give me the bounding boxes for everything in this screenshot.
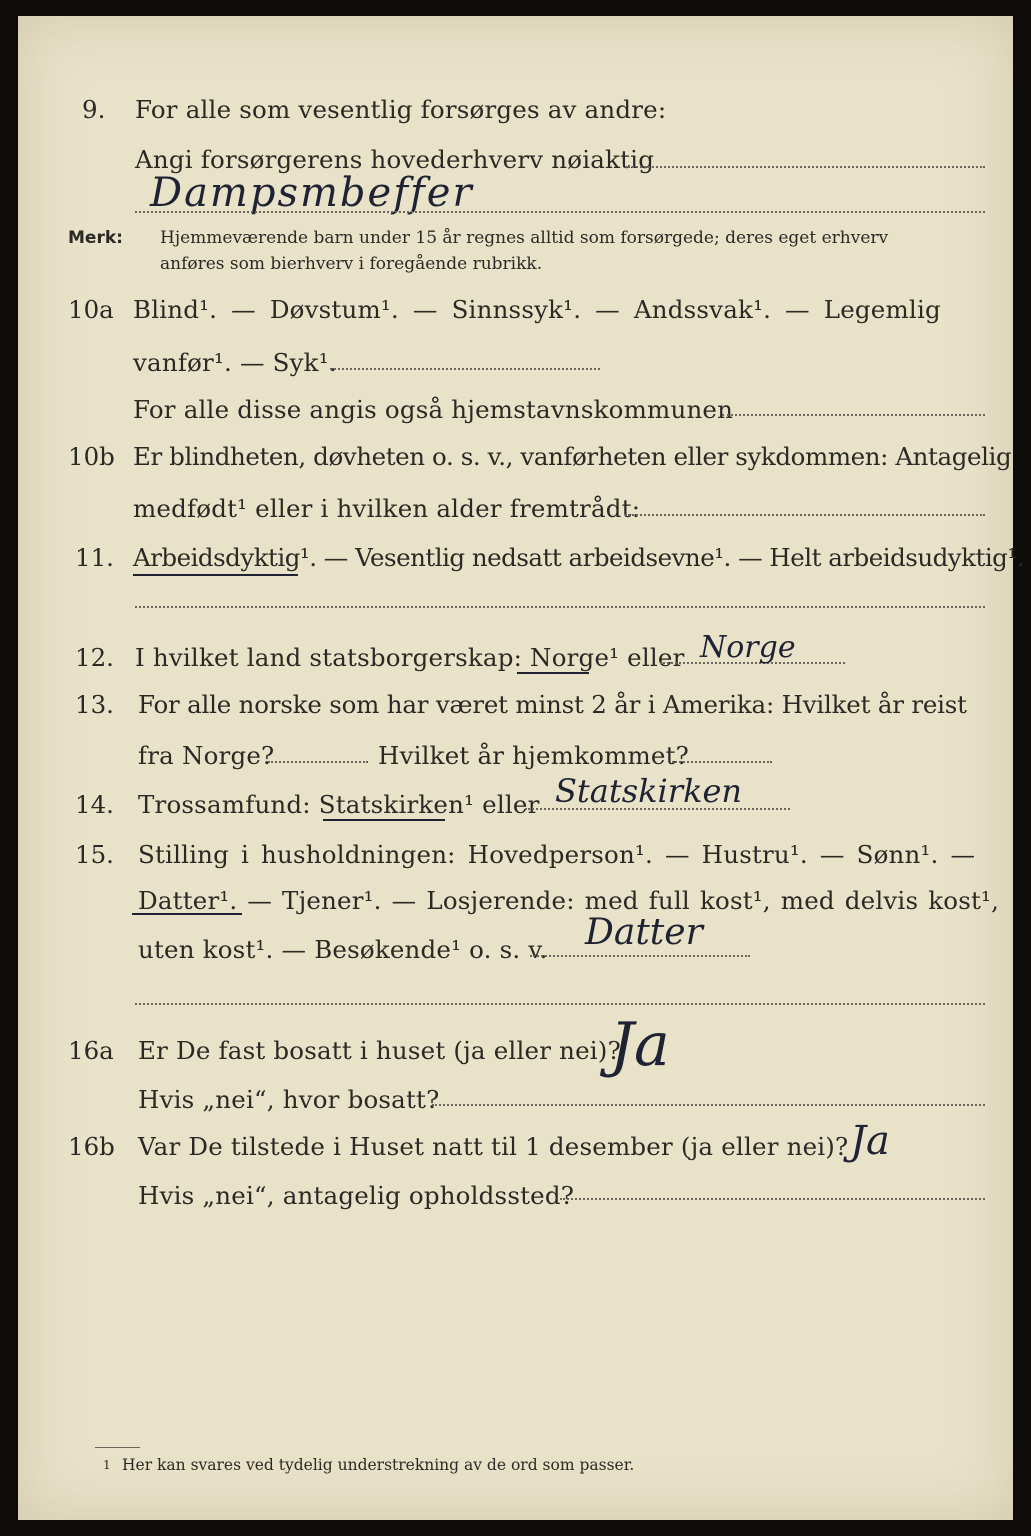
q15-household-position-3: uten kost¹. — Besøkende¹ o. s. v. (138, 935, 548, 964)
q10b-number: 10b (68, 442, 115, 471)
q10b-question: Er blindheten, døvheten o. s. v., vanførheten eller sykdommen: Antagelig (133, 442, 1012, 471)
q16b-likely-location: Hvis „nei“, antagelig opholdssted? (138, 1181, 575, 1210)
q14-number: 14. (75, 790, 114, 819)
q10a-answer-line (330, 368, 600, 370)
q12-citizenship: I hvilket land statsborgerskap: Norge¹ eller (135, 643, 685, 672)
q9-provider-occupation-label: Angi forsørgerens hovederhverv nøiaktig (135, 145, 655, 174)
q12-number: 12. (75, 643, 114, 672)
q10a-home-municipality: For alle disse angis også hjemstavnskommunen (133, 395, 734, 424)
q16b-handwritten-answer: Ja (850, 1118, 890, 1164)
q15-number: 15. (75, 840, 114, 869)
q14-handwritten-answer: Statskirken (555, 772, 742, 810)
q15-household-position-2: Datter¹. — Tjener¹. — Losjerende: med full kost¹, med delvis kost¹, (138, 886, 1000, 915)
q10b-answer-line (625, 514, 985, 516)
q9-handwritten-answer: Dampsmbeffer (150, 170, 474, 216)
q10a-conditions: Blind¹. — Døvstum¹. — Sinnssyk¹. — Andssvak¹. — Legemlig (133, 295, 941, 324)
merk-note-line1: Hjemmeværende barn under 15 år regnes alltid som forsørgede; deres eget erhverv (160, 228, 889, 248)
q16b-present-question: Var De tilstede i Huset natt til 1 desember (ja eller nei)? (138, 1132, 849, 1161)
q13-returned: Hvilket år hjemkommet? (378, 741, 690, 770)
q14-religion: Trossamfund: Statskirken¹ eller (138, 790, 540, 819)
q11-handwritten-underline (133, 574, 298, 576)
footnote-mark: 1 (103, 1458, 111, 1472)
footnote-rule (95, 1447, 140, 1448)
q15-answer-line-2 (135, 1003, 985, 1005)
q13-number: 13. (75, 690, 114, 719)
q13-returned-year-line (672, 761, 772, 763)
q10a-conditions-2: vanfør¹. — Syk¹. (133, 348, 337, 377)
q14-handwritten-underline (323, 819, 445, 821)
q16a-where-resident: Hvis „nei“, hvor bosatt? (138, 1085, 440, 1114)
q9-answer-line-2 (135, 211, 985, 213)
merk-note-line2: anføres som bierhverv i foregående rubrikk. (160, 254, 543, 274)
q12-handwritten-answer: Norge (700, 630, 796, 665)
q16b-number: 16b (68, 1132, 115, 1161)
q11-answer-line (135, 606, 985, 608)
q13-left-year-line (268, 761, 368, 763)
q15-household-position: Stilling i husholdningen: Hovedperson¹. — Hustru¹. — Sønn¹. — (138, 840, 976, 869)
q16b-answer-line (560, 1198, 985, 1200)
q9-answer-line (625, 166, 985, 168)
q15-handwritten-underline (132, 913, 242, 915)
q12-handwritten-underline (517, 672, 589, 674)
q16a-handwritten-answer: Ja (610, 1010, 670, 1080)
q13-left-norway: fra Norge? (138, 741, 275, 770)
q10a-municipality-line (722, 414, 985, 416)
merk-label: Merk: (68, 228, 123, 248)
q16a-answer-line (432, 1104, 985, 1106)
q15-handwritten-answer: Datter (585, 912, 703, 953)
footnote-text: Her kan svares ved tydelig understrekning av de ord som passer. (122, 1456, 635, 1474)
q11-number: 11. (75, 543, 114, 572)
q10b-question-2: medfødt¹ eller i hvilken alder fremtrådt: (133, 494, 641, 523)
q13-question: For alle norske som har været minst 2 år i Amerika: Hvilket år reist (138, 690, 967, 719)
q11-work-ability: Arbeidsdyktig¹. — Vesentlig nedsatt arbeidsevne¹. — Helt arbeidsudyktig¹. (133, 543, 1024, 572)
q16a-number: 16a (68, 1036, 114, 1065)
q10a-number: 10a (68, 295, 114, 324)
q9-question: For alle som vesentlig forsørges av andre: (135, 95, 667, 124)
q9-number: 9. (82, 95, 106, 124)
q15-answer-line (530, 955, 750, 957)
q16a-resident-question: Er De fast bosatt i huset (ja eller nei)? (138, 1036, 621, 1065)
